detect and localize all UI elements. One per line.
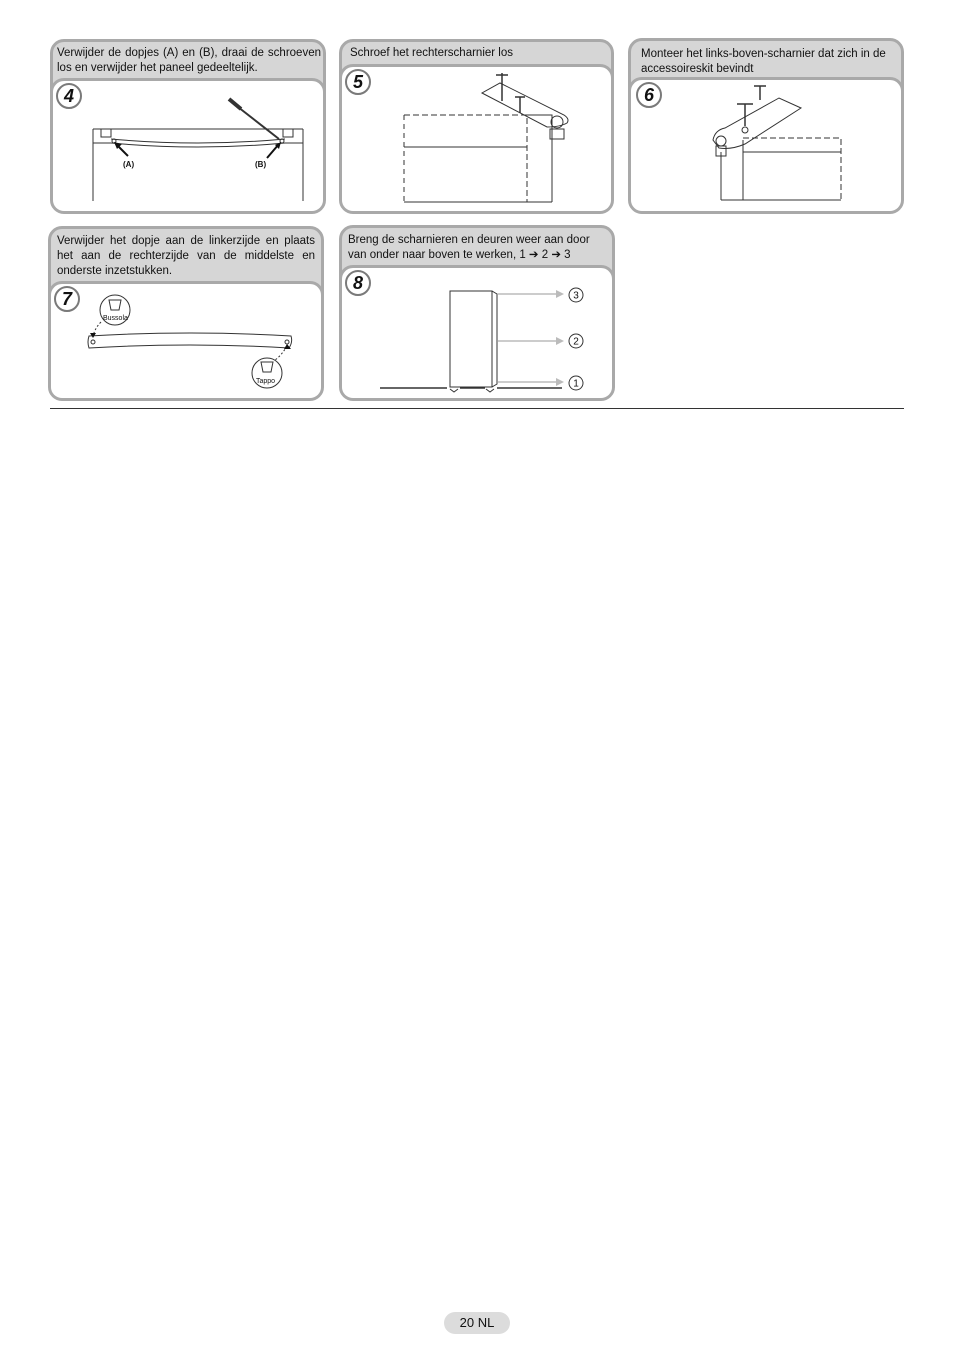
step-5-illustration: [342, 67, 611, 214]
step-5-caption: Schroef het rechterscharnier los: [350, 47, 513, 59]
marker-3: 3: [573, 290, 579, 302]
label-b: (B): [255, 160, 267, 169]
step-6-badge: 6: [636, 82, 662, 108]
page-number: 20 NL: [444, 1312, 510, 1334]
label-bussola: Bussola: [103, 315, 128, 322]
marker-2: 2: [573, 336, 579, 348]
section-divider: [50, 408, 904, 409]
step-7-panel: [48, 226, 324, 401]
step-8-panel: [339, 225, 615, 401]
step-4-caption: Verwijder de dopjes (A) en (B), draai de schroeven los en verwijder het paneel gedeeltelijk.: [57, 47, 321, 74]
step-5-panel: [339, 39, 614, 214]
label-a: (A): [123, 160, 135, 169]
step-5-badge: 5: [345, 69, 371, 95]
step-4-illustration: [53, 81, 323, 214]
label-tappo: Tappo: [256, 378, 276, 385]
step-4-illustration-frame: [50, 78, 326, 214]
step-8-badge: 8: [345, 270, 371, 296]
step-4-badge: 4: [56, 83, 82, 109]
step-7-caption: Verwijder het dopje aan de linkerzijde en plaats het aan de rechterzijde van de middelste en onderste inzetstukken.: [57, 235, 315, 277]
step-6-illustration: [631, 80, 901, 214]
step-8-caption: Breng de scharnieren en deuren weer aan door van onder naar boven te werken, 1 ➔ 2 ➔ 3: [348, 234, 590, 261]
step-6-illustration-frame: [628, 77, 904, 214]
step-7-illustration-frame: [48, 281, 324, 401]
step-7-illustration: [51, 284, 321, 401]
step-6-caption: Monteer het links-boven-scharnier dat zich in de accessoireskit bevindt: [641, 48, 886, 75]
step-8-illustration-frame: [339, 265, 615, 401]
step-6-panel: [628, 38, 904, 214]
step-7-badge: 7: [54, 286, 80, 312]
step-4-panel: [50, 39, 326, 214]
marker-1: 1: [573, 378, 579, 390]
step-8-illustration: [342, 268, 612, 401]
step-5-illustration-frame: [339, 64, 614, 214]
